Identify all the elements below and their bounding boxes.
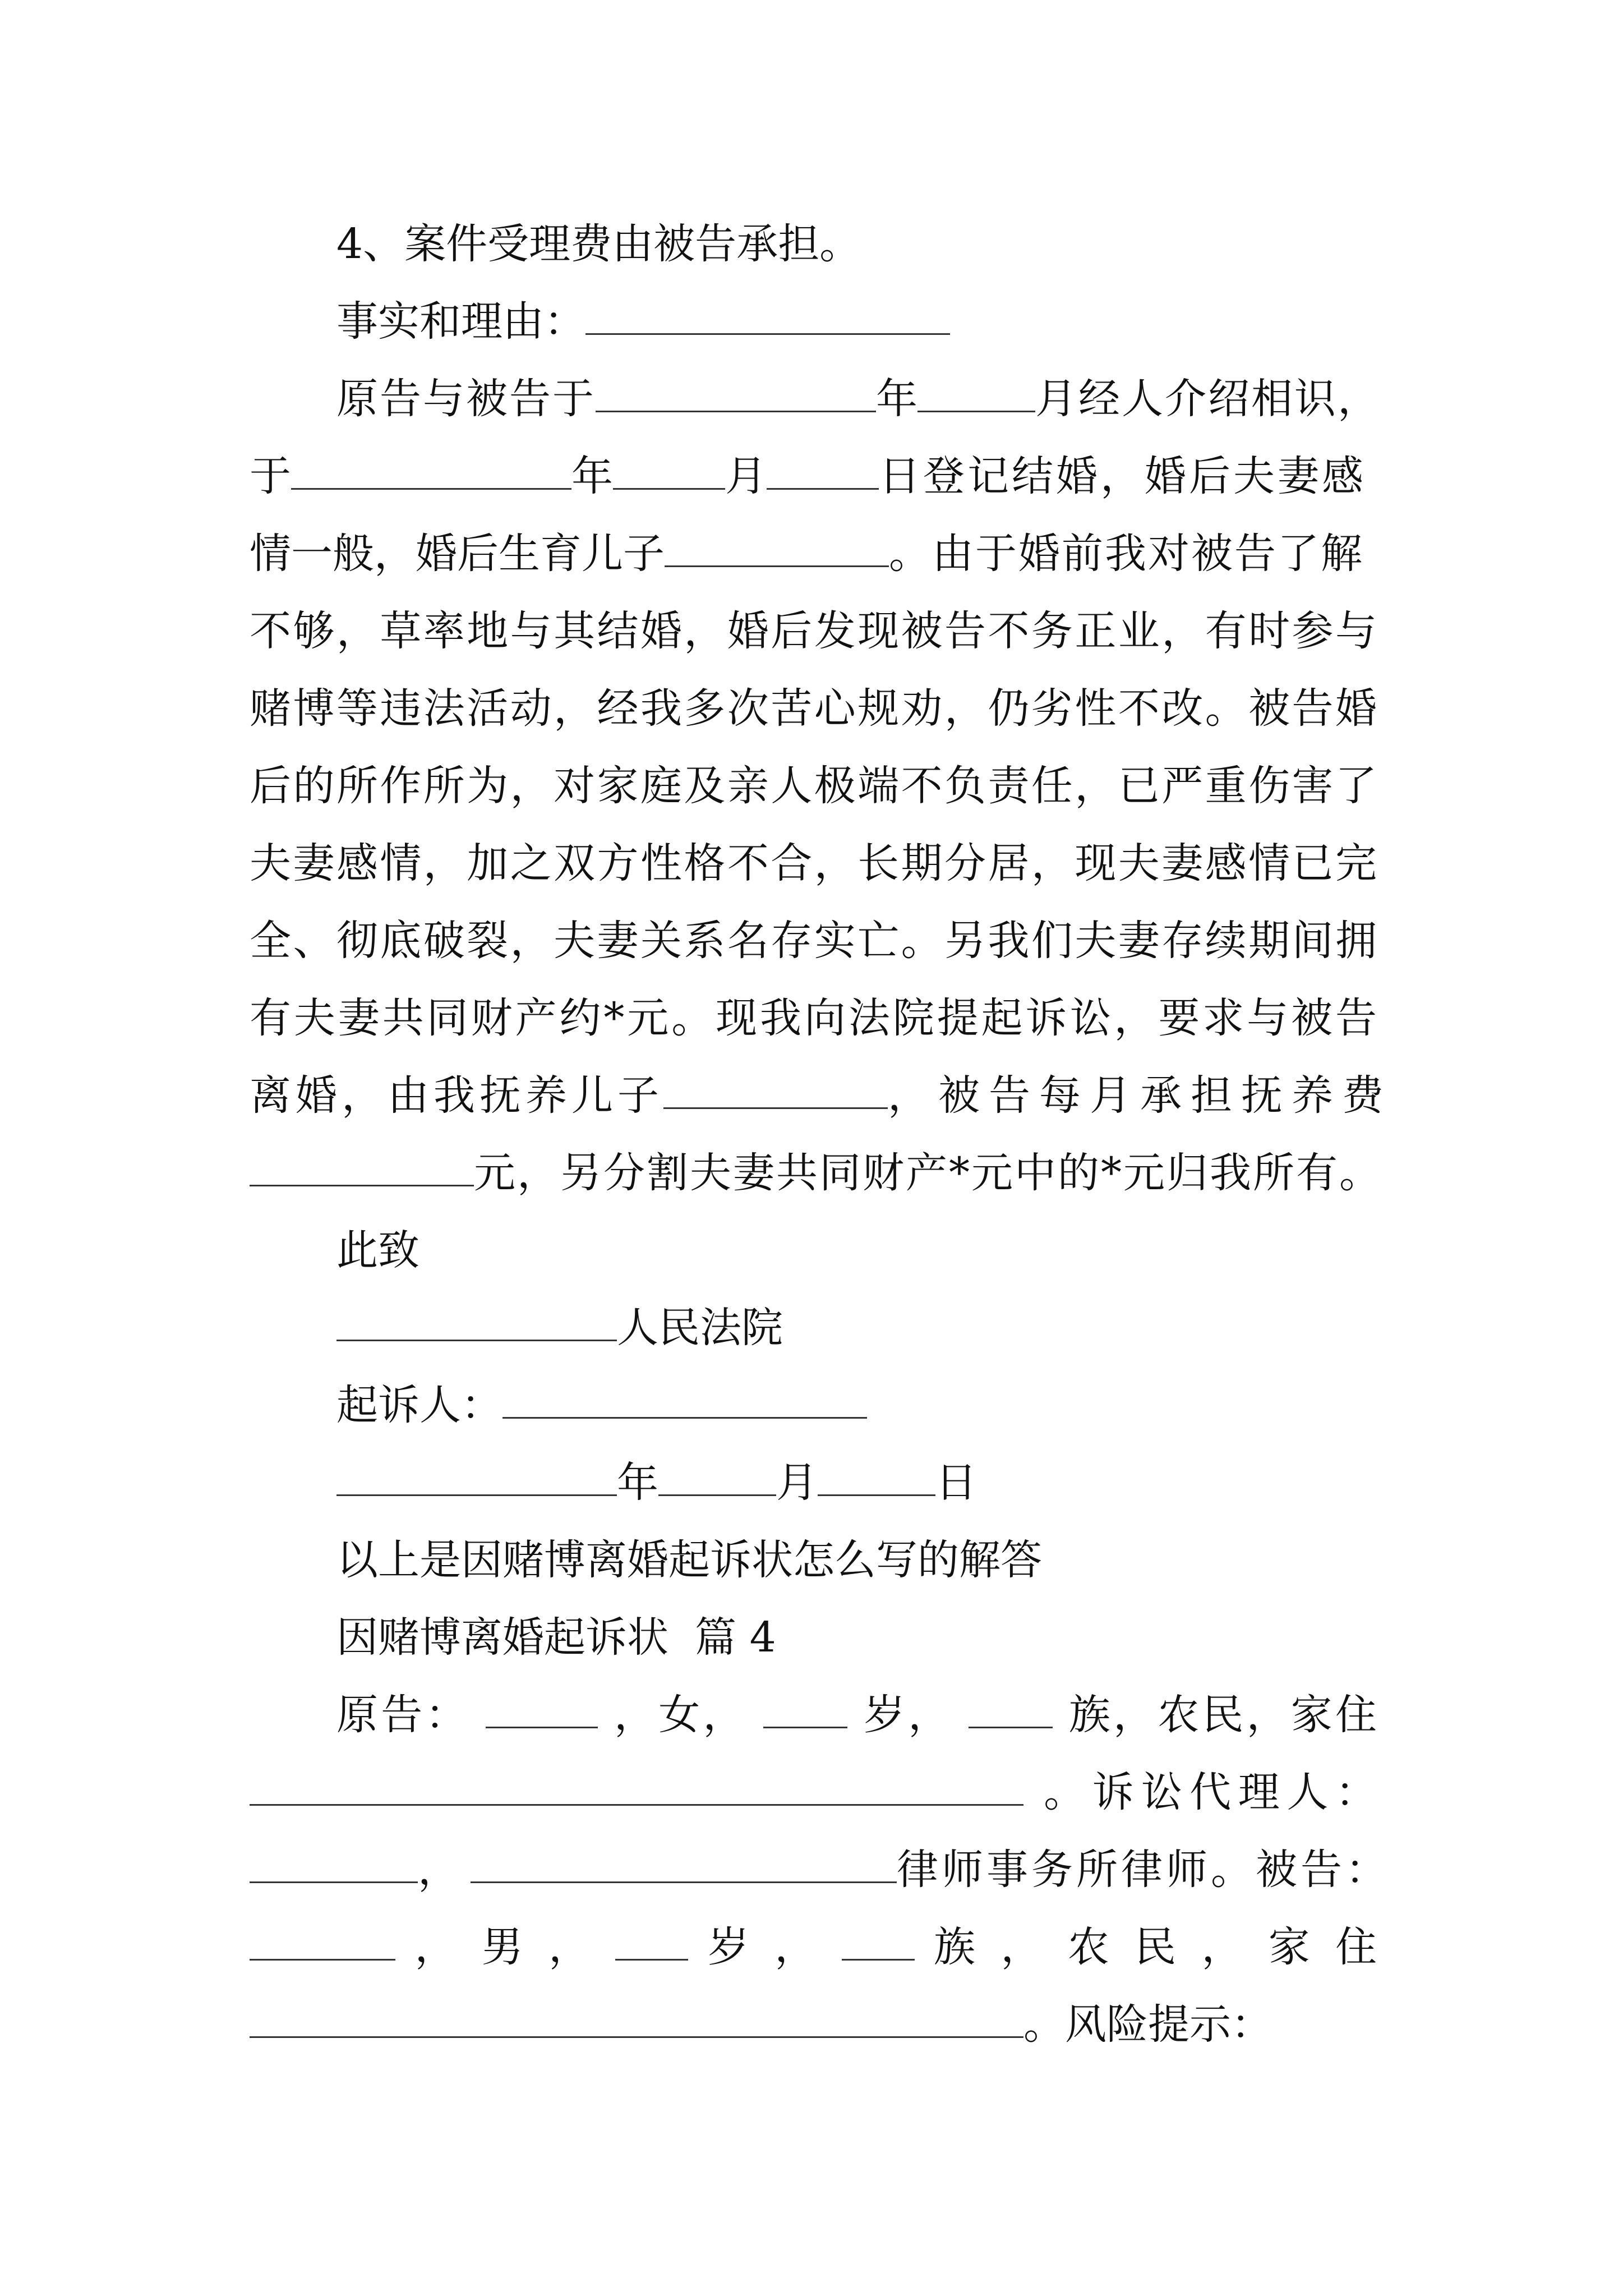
narrative-text: ，被告每月承担抚养费 <box>888 1071 1393 1120</box>
plaintiff-age-blank[interactable] <box>763 1727 847 1728</box>
party-text: 岁， <box>864 1691 953 1739</box>
meet-year-blank[interactable] <box>596 411 876 412</box>
narrative-line-4: 不够，草率地与其结婚，婚后发现被告不务正业，有时参与 <box>250 607 1377 655</box>
narrative-line-1 <box>336 360 1381 438</box>
party-text: 原告： <box>336 1691 470 1739</box>
defendant-ethnicity-blank[interactable] <box>842 1959 915 1961</box>
narrative-text: 于 <box>250 452 291 500</box>
facts-heading <box>336 282 1377 361</box>
party-text: 男 <box>481 1923 529 1971</box>
date-year-blank[interactable] <box>336 1494 617 1496</box>
plaintiff-name-blank[interactable] <box>486 1727 598 1728</box>
narrative-line-6: 后的所作所为，对家庭及亲人极端不负责任，已严重伤害了 <box>250 762 1377 810</box>
greeting: 此致 <box>336 1226 419 1274</box>
narrative-text: 年 <box>571 452 613 500</box>
narrative-line-3 <box>250 514 1377 593</box>
parties-line-2 <box>250 1753 1377 1832</box>
party-text: 族，农民，家住 <box>1068 1691 1377 1739</box>
date-year-label: 年 <box>617 1458 658 1507</box>
custody-son-blank[interactable] <box>663 1107 888 1109</box>
narrative-line-5: 赌博等违法活动，经我多次苦心规劝，仍劣性不改。被告婚 <box>250 684 1377 733</box>
case-fee-text: 4、案件受理费由被告承担。 <box>336 220 861 268</box>
date-day-label: 日 <box>935 1458 977 1507</box>
meet-month-blank[interactable] <box>917 411 1035 412</box>
marry-year-blank[interactable] <box>291 488 571 490</box>
party-text: 族 <box>934 1923 981 1971</box>
narrative-line-10 <box>250 1056 1393 1135</box>
party-text: 民 <box>1135 1923 1182 1971</box>
facts-label: 事实和理由： <box>336 297 585 346</box>
party-text: 家 <box>1268 1923 1316 1971</box>
date-month-blank[interactable] <box>658 1494 776 1496</box>
party-text: ， <box>548 1923 597 1971</box>
party-text: 律师事务所律师。被告： <box>897 1846 1390 1894</box>
party-text: 住 <box>1335 1923 1377 1971</box>
plaintiff-signature-blank[interactable] <box>502 1417 867 1419</box>
party-text: ， <box>414 1923 463 1971</box>
party-text: ，女， <box>614 1691 748 1739</box>
party-text: ， <box>1000 1923 1049 1971</box>
narrative-line-9: 有夫妻共同财产约*元。现我向法院提起诉讼，要求与被告 <box>250 994 1377 1042</box>
party-text: ， <box>418 1846 459 1894</box>
narrative-text: 。由于婚前我对被告了解 <box>889 530 1364 578</box>
plaintiff-ethnicity-blank[interactable] <box>969 1727 1053 1728</box>
narrative-line-8: 全、彻底破裂，夫妻关系名存实亡。另我们夫妻存续期间拥 <box>250 917 1377 965</box>
paragraph-case-fee <box>336 205 1377 283</box>
parties-line-5 <box>250 1985 1377 2064</box>
parties-line-1 <box>336 1676 1377 1754</box>
narrative-line-7: 夫妻感情，加之双方性格不合，长期分居，现夫妻感情已完 <box>250 839 1377 887</box>
defendant-address-blank[interactable] <box>250 2036 1023 2038</box>
support-amount-blank[interactable] <box>250 1185 474 1186</box>
section-title: 因赌博离婚起诉状 篇 4 <box>336 1613 776 1662</box>
narrative-line-11 <box>250 1134 1382 1212</box>
party-text: ， <box>1201 1923 1249 1971</box>
narrative-text: 年 <box>876 375 917 423</box>
narrative-text: 元，另分割夫妻共同财产*元中的*元归我所有。 <box>474 1149 1382 1197</box>
narrative-line-2 <box>250 437 1377 516</box>
parties-line-4 <box>250 1908 1377 1986</box>
parties-line-3 <box>250 1830 1390 1909</box>
party-text: 。诉讼代理人： <box>1044 1768 1377 1816</box>
plaintiff-label: 起诉人： <box>336 1381 502 1429</box>
son-name-blank[interactable] <box>665 565 889 567</box>
narrative-text: 月 <box>725 452 767 500</box>
court-suffix: 人民法院 <box>617 1304 783 1352</box>
date-day-blank[interactable] <box>818 1494 935 1496</box>
marry-day-blank[interactable] <box>767 488 879 490</box>
party-text: 。风险提示： <box>1023 2000 1272 2049</box>
facts-blank[interactable] <box>585 333 950 335</box>
date-month-label: 月 <box>776 1458 818 1507</box>
court-name-blank[interactable] <box>336 1340 617 1341</box>
narrative-text: 原告与被告于 <box>336 375 596 423</box>
party-text: 岁 <box>707 1923 755 1971</box>
date-line <box>336 1443 1377 1522</box>
plaintiff-line <box>336 1366 1377 1444</box>
party-text: 农 <box>1067 1923 1115 1971</box>
defendant-name-blank[interactable] <box>250 1959 395 1961</box>
narrative-text: 日登记结婚，婚后夫妻感 <box>879 452 1366 500</box>
marry-month-blank[interactable] <box>613 488 725 490</box>
agent-name-blank[interactable] <box>250 1881 418 1883</box>
law-firm-blank[interactable] <box>471 1881 897 1883</box>
narrative-text: 月经人介绍相识， <box>1035 375 1381 423</box>
summary-line: 以上是因赌博离婚起诉状怎么写的解答 <box>336 1536 1042 1584</box>
defendant-age-blank[interactable] <box>615 1959 688 1961</box>
plaintiff-address-blank[interactable] <box>250 1804 1023 1806</box>
narrative-text: 离婚，由我抚养儿子 <box>250 1071 663 1120</box>
court-line <box>336 1289 1377 1367</box>
narrative-text: 情一般，婚后生育儿子 <box>250 530 665 578</box>
party-text: ， <box>774 1923 823 1971</box>
